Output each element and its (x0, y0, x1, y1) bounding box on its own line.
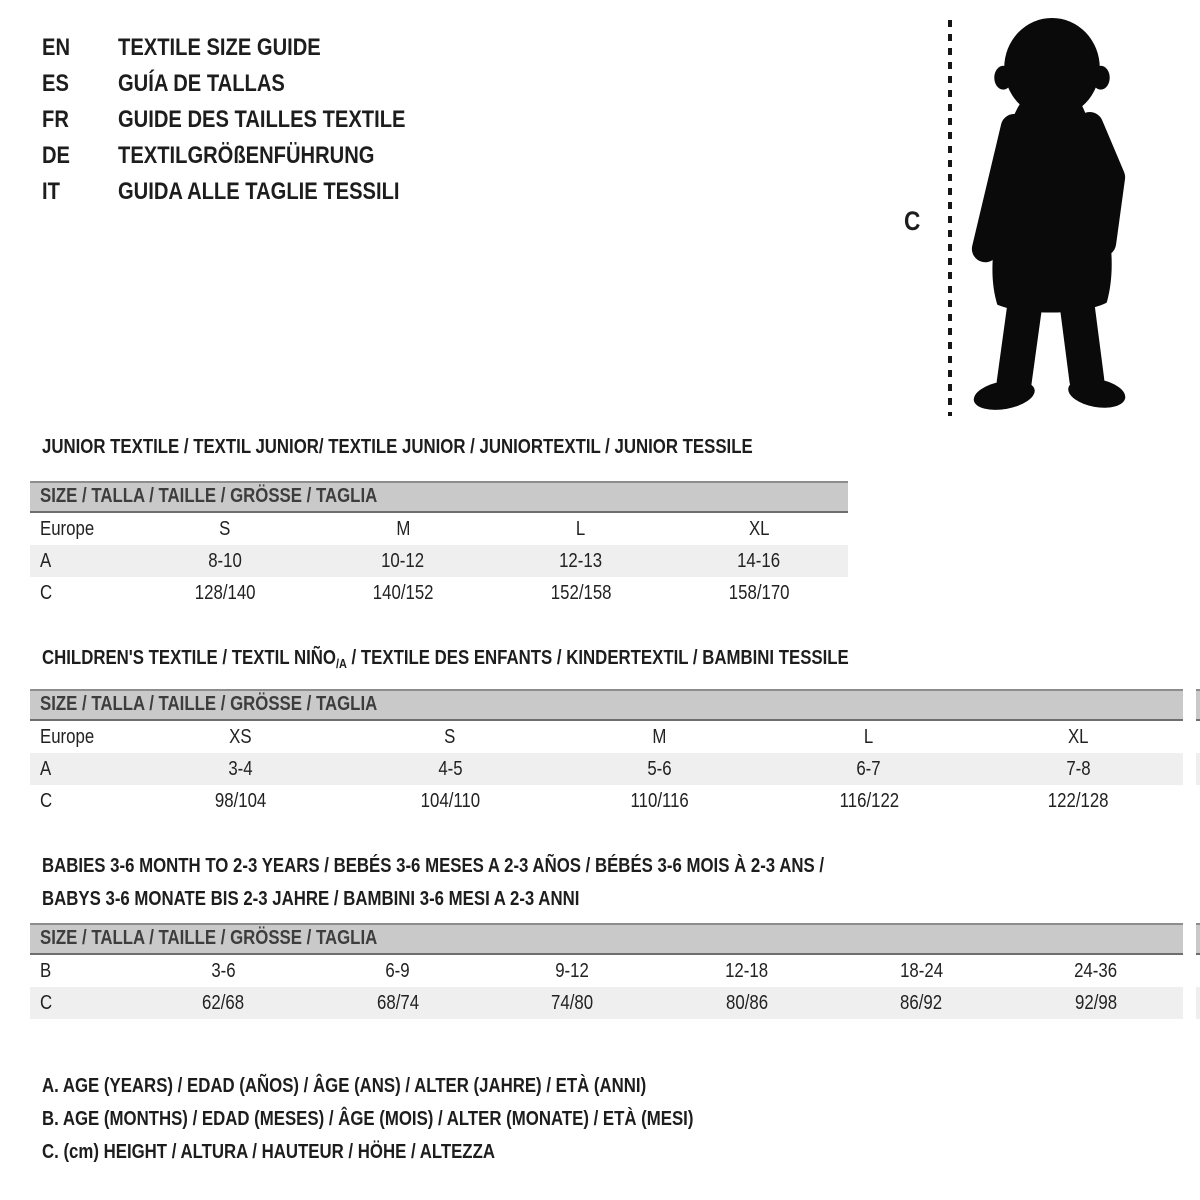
row-label: C (40, 582, 53, 604)
row-label: C (40, 790, 53, 812)
table-rows (30, 513, 848, 609)
height-label-c (904, 206, 924, 237)
row-value: M (395, 518, 410, 540)
toddler-silhouette (960, 12, 1140, 420)
height-label-text: C (904, 206, 921, 236)
row-value: 6-7 (856, 758, 882, 780)
row-value: XS (229, 726, 252, 748)
row-value: 3-6 (211, 960, 236, 982)
row-value: L (864, 726, 874, 748)
table-row (30, 753, 1183, 785)
height-dimension-line (948, 20, 952, 416)
section-title: BABIES 3-6 MONTH TO 2-3 YEARS / BEBÉS 3-6 MESES A 2-3 AÑOS / BÉBÉS 3-6 MOIS À 2-3 ANS / (42, 855, 825, 877)
table-row (30, 785, 1183, 817)
row-value: 152/158 (550, 582, 612, 604)
size-header-label: SIZE / TALLA / TAILLE / GRÖSSE / TAGLIA (40, 485, 378, 507)
language-code: ES (42, 70, 69, 97)
size-table (30, 923, 1183, 1019)
row-value: 4-5 (437, 758, 463, 780)
footer-legend (42, 1071, 818, 1170)
row-value: 116/122 (839, 790, 899, 812)
row-value: 158/170 (728, 582, 790, 604)
row-value: 86/92 (900, 992, 943, 1014)
table-row (30, 721, 1183, 753)
size-table (30, 481, 848, 609)
row-label: A (40, 550, 52, 572)
language-row (42, 138, 460, 174)
language-title: GUIDE DES TAILLES TEXTILE (118, 106, 406, 133)
section-title: CHILDREN'S TEXTILE / TEXTIL $NIÑO_{/A}$ / TEXTILE DES ENFANTS / KINDERTEXTIL / BAMBINI TESSILE (42, 647, 849, 671)
section-title: BABYS 3-6 MONATE BIS 2-3 JAHRE / BAMBINI 3-6 MESI A 2-3 ANNI (42, 888, 580, 910)
section-titles (30, 851, 1183, 917)
row-value: 14-16 (737, 550, 781, 572)
language-row (42, 66, 460, 102)
row-value: S (444, 726, 456, 748)
language-title: GUÍA DE TALLAS (118, 70, 285, 97)
row-value: 74/80 (551, 992, 594, 1014)
table-edge-fragment (1196, 753, 1200, 785)
language-title: TEXTILGRÖßENFÜHRUNG (118, 142, 375, 169)
size-header-bar (30, 923, 1183, 955)
table-edge-fragment (1196, 923, 1200, 955)
size-table (30, 689, 1183, 817)
row-value: 68/74 (376, 992, 419, 1014)
section-titles (30, 432, 848, 465)
table-row (30, 955, 1183, 987)
row-label: B (40, 960, 52, 982)
row-value: 18-24 (899, 960, 943, 982)
section-babies (30, 851, 1183, 1031)
section-title: JUNIOR TEXTILE / TEXTIL JUNIOR/ TEXTILE JUNIOR / JUNIORTEXTIL / JUNIOR TESSILE (42, 436, 753, 458)
row-value: 10-12 (381, 550, 425, 572)
size-header-label: SIZE / TALLA / TAILLE / GRÖSSE / TAGLIA (40, 927, 378, 949)
row-value: 3-4 (228, 758, 253, 780)
size-header-label: SIZE / TALLA / TAILLE / GRÖSSE / TAGLIA (40, 693, 378, 715)
legend-line: B. AGE (MONTHS) / EDAD (MESES) / ÂGE (MOIS) / ALTER (MONATE) / ETÀ (MESI) (42, 1108, 694, 1130)
row-value: 7-8 (1066, 758, 1091, 780)
section-junior-textile (30, 432, 848, 612)
row-value: 110/116 (630, 790, 689, 812)
row-value: S (219, 518, 231, 540)
row-value: 62/68 (202, 992, 245, 1014)
row-value: 24-36 (1074, 960, 1118, 982)
table-row (30, 987, 1183, 1019)
row-value: 8-10 (208, 550, 242, 572)
language-code: IT (42, 178, 60, 205)
section-titles (30, 643, 1183, 676)
row-value: 128/140 (194, 582, 256, 604)
language-list (42, 30, 460, 210)
language-title: GUIDA ALLE TAGLIE TESSILI (118, 178, 400, 205)
row-value: XL (748, 518, 770, 540)
table-rows (30, 955, 1183, 1019)
table-row (30, 545, 848, 577)
row-value: 9-12 (555, 960, 590, 982)
row-value: L (576, 518, 586, 540)
row-label: Europe (40, 726, 95, 748)
legend-line: A. AGE (YEARS) / EDAD (AÑOS) / ÂGE (ANS) / ALTER (JAHRE) / ETÀ (ANNI) (42, 1075, 647, 1097)
row-label: C (40, 992, 53, 1014)
language-row (42, 30, 460, 66)
table-edge-fragment (1196, 689, 1200, 721)
row-value: 140/152 (372, 582, 434, 604)
table-row (30, 577, 848, 609)
row-value: 104/110 (420, 790, 480, 812)
language-title: TEXTILE SIZE GUIDE (118, 34, 321, 61)
language-code: FR (42, 106, 69, 133)
language-row (42, 102, 460, 138)
size-header-bar (30, 481, 848, 513)
language-code: EN (42, 34, 71, 61)
row-value: 80/86 (725, 992, 768, 1014)
table-rows (30, 721, 1183, 817)
size-header-bar (30, 689, 1183, 721)
row-label: A (40, 758, 52, 780)
row-value: M (652, 726, 667, 748)
row-value: 12-13 (559, 550, 603, 572)
table-row (30, 513, 848, 545)
language-row (42, 174, 460, 210)
legend-line: C. (cm) HEIGHT / ALTURA / HAUTEUR / HÖHE / ALTEZZA (42, 1141, 495, 1163)
row-value: 122/128 (1047, 790, 1109, 812)
row-value: 5-6 (647, 758, 672, 780)
row-value: 6-9 (385, 960, 410, 982)
table-edge-fragment (1196, 987, 1200, 1019)
section-childrens-textile (30, 643, 1183, 823)
row-label: Europe (40, 518, 95, 540)
row-value: 12-18 (725, 960, 769, 982)
row-value: 98/104 (215, 790, 267, 812)
row-value: 92/98 (1074, 992, 1117, 1014)
language-code: DE (42, 142, 71, 169)
row-value: XL (1068, 726, 1089, 748)
